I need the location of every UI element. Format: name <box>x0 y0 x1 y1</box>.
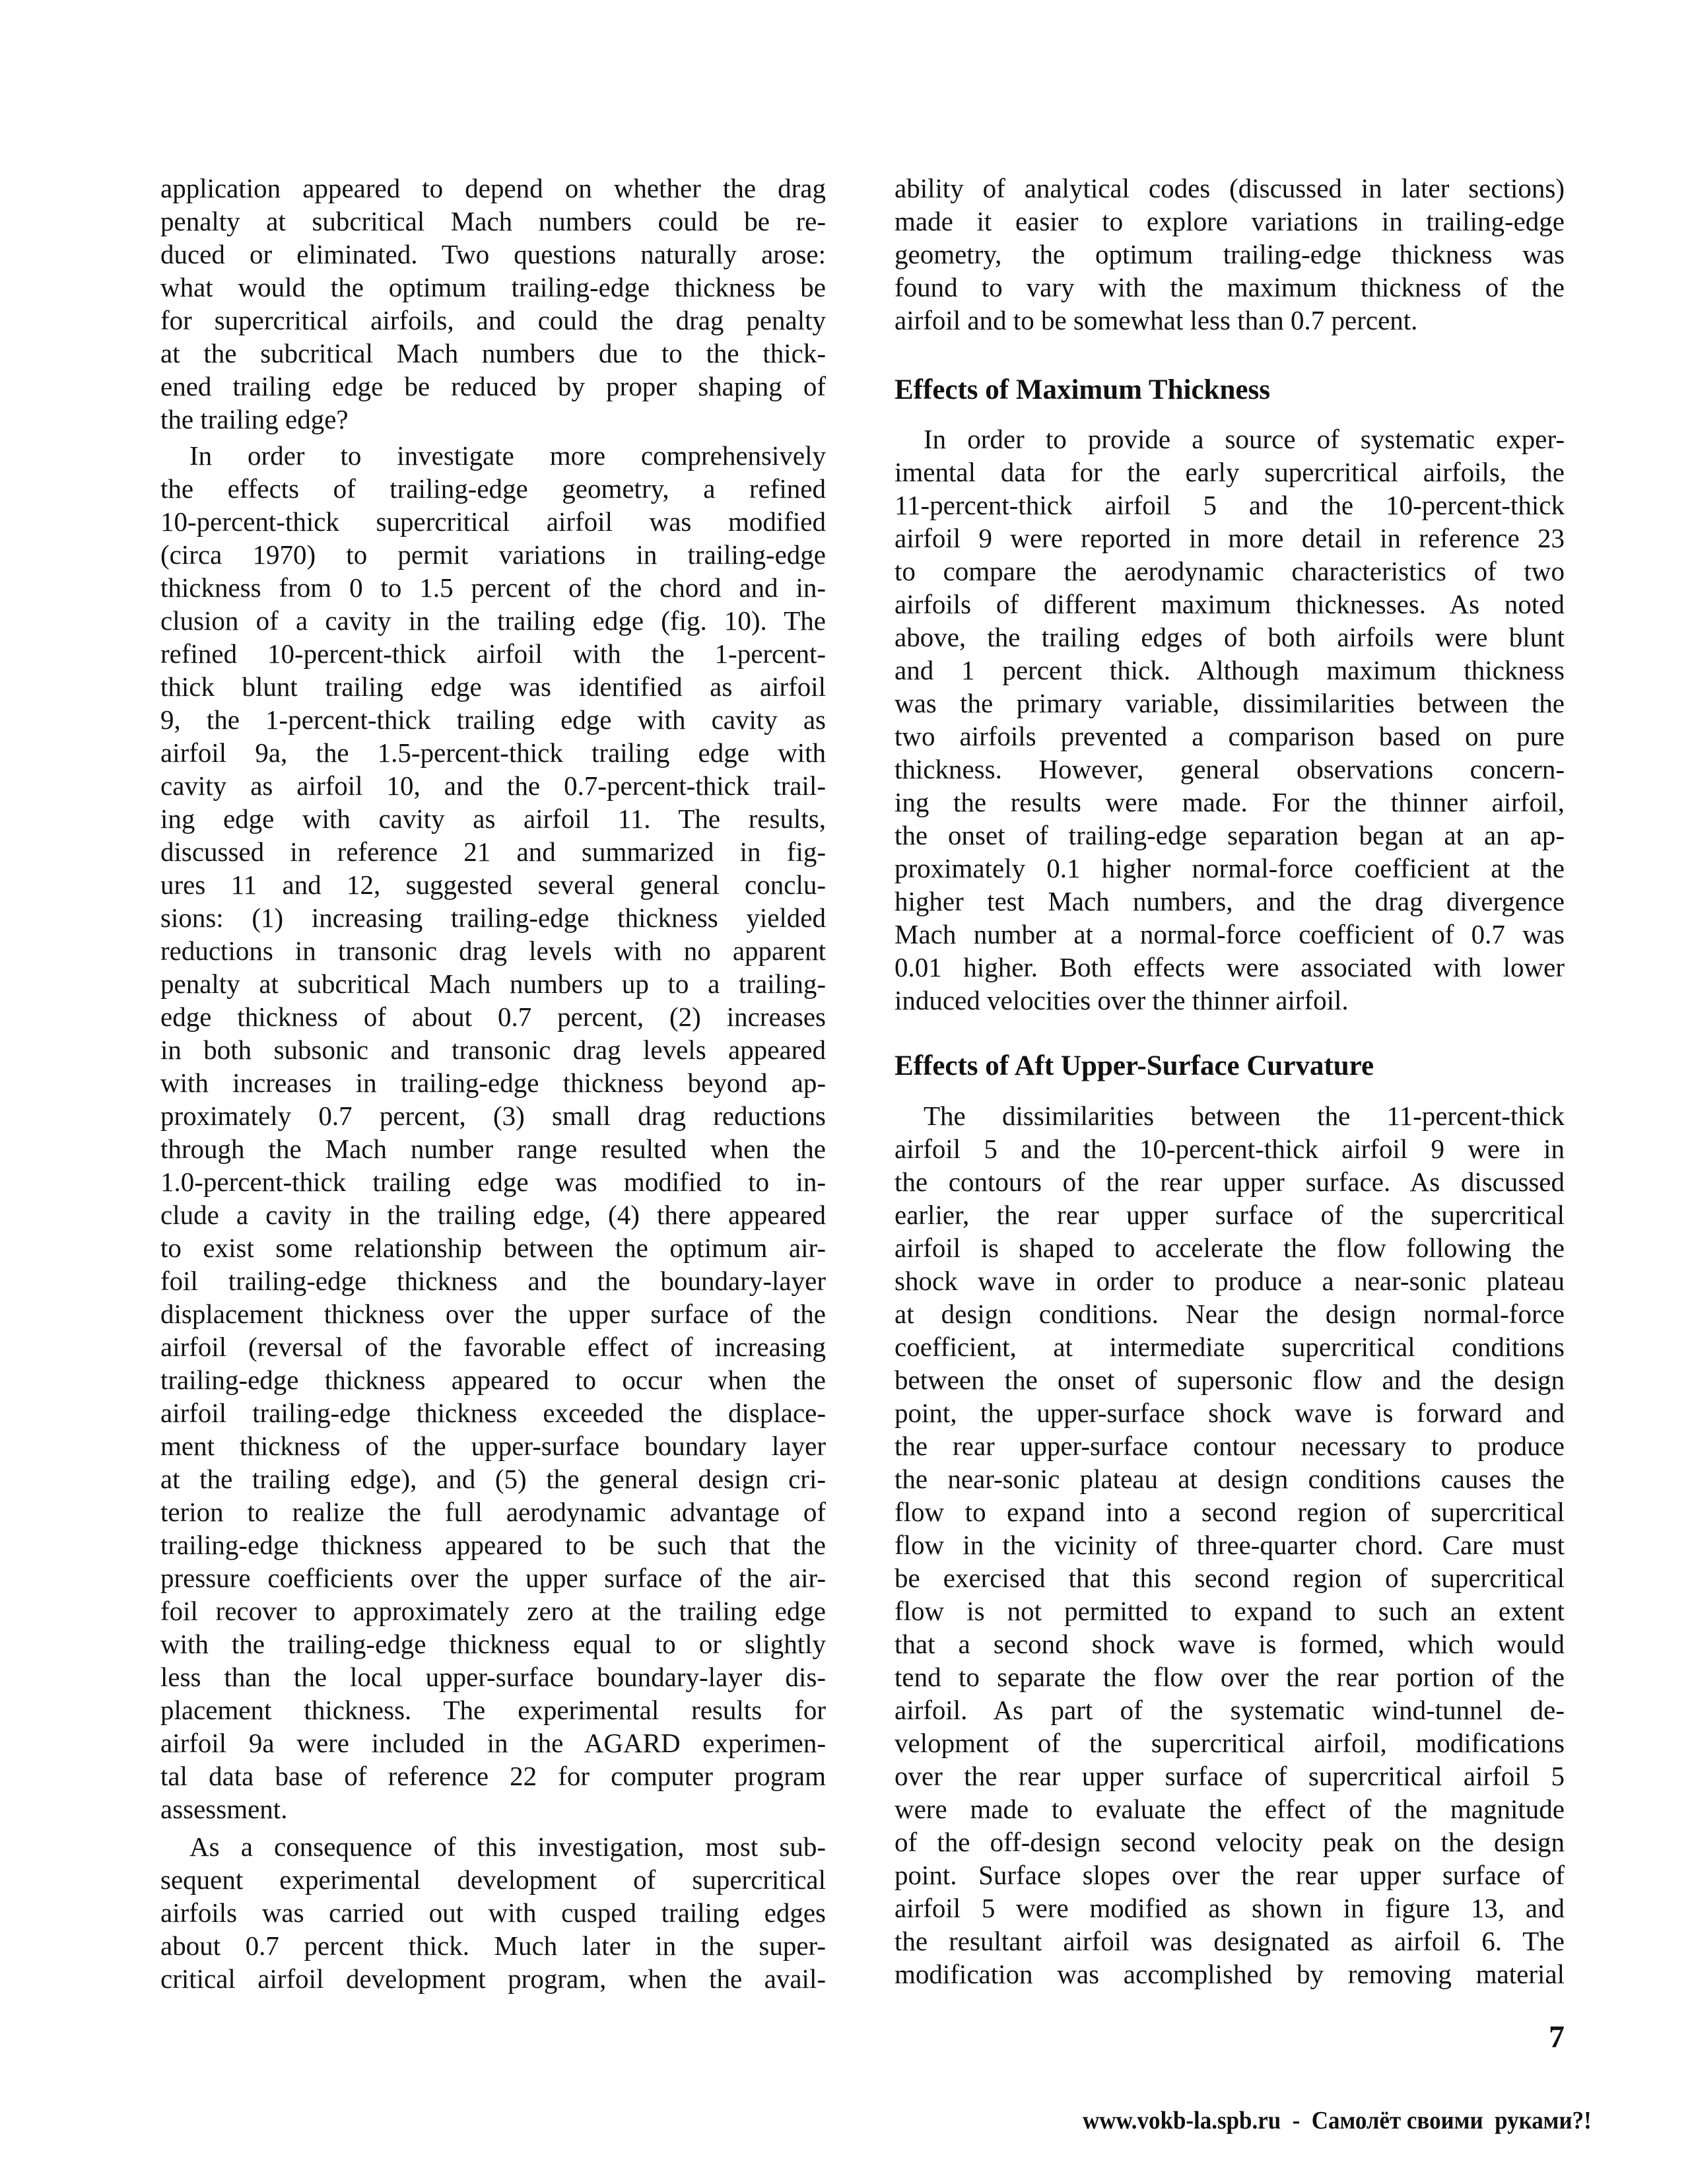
text-line: ing edge with cavity as airfoil 11. The results, <box>160 803 826 834</box>
text-line: airfoil 9 were reported in more detail in reference 23 <box>895 523 1565 553</box>
text-line: was the primary variable, dissimilarities between the <box>895 688 1565 718</box>
text-line: that a second shock wave is formed, which would <box>895 1629 1565 1659</box>
text-line: cavity as airfoil 10, and the 0.7-percent-thick trail- <box>160 770 826 801</box>
text-line: proximately 0.1 higher normal-force coefficient at the <box>895 853 1565 883</box>
text-line: about 0.7 percent thick. Much later in the super- <box>160 1930 826 1961</box>
text-line: induced velocities over the thinner airfoil. <box>895 985 1349 1015</box>
text-line: of the off-design second velocity peak on the design <box>895 1827 1565 1857</box>
paragraph-maximum-thickness <box>895 423 1565 1017</box>
text-line: reductions in transonic drag levels with no apparent <box>160 936 826 966</box>
text-line: earlier, the rear upper surface of the supercritical <box>895 1200 1565 1230</box>
text-line: modification was accomplished by removing material <box>895 1959 1565 1989</box>
text-line: In order to investigate more comprehensively <box>189 440 826 471</box>
text-line: 1.0-percent-thick trailing edge was modified to in- <box>160 1167 826 1197</box>
text-line: the rear upper-surface contour necessary to produce <box>895 1431 1565 1461</box>
text-line: airfoil 5 and the 10-percent-thick airfoil 9 were in <box>895 1134 1565 1164</box>
text-line: In order to provide a source of systematic exper- <box>924 424 1565 454</box>
text-line: in both subsonic and transonic drag levels appeared <box>160 1035 826 1065</box>
text-line: geometry, the optimum trailing-edge thickness was <box>895 239 1565 269</box>
text-line: airfoil trailing-edge thickness exceeded the displace- <box>160 1398 826 1428</box>
text-line: flow is not permitted to expand to such an extent <box>895 1596 1565 1626</box>
text-line: above, the trailing edges of both airfoils were blunt <box>895 622 1565 652</box>
text-line: and 1 percent thick. Although maximum thickness <box>895 655 1565 685</box>
text-line: airfoils of different maximum thicknesses. As noted <box>895 589 1565 619</box>
text-line: to exist some relationship between the optimum air- <box>160 1233 826 1263</box>
text-line: pressure coefficients over the upper surface of the air- <box>160 1563 826 1593</box>
text-line: ures 11 and 12, suggested several general conclu- <box>160 870 826 900</box>
text-line: thick blunt trailing edge was identified as airfoil <box>160 671 826 702</box>
text-line: foil trailing-edge thickness and the boundary-layer <box>160 1266 826 1296</box>
text-line: critical airfoil development program, when the avail- <box>160 1963 826 1994</box>
text-line: edge thickness of about 0.7 percent, (2) increases <box>160 1002 826 1032</box>
text-line: at the subcritical Mach numbers due to the thick- <box>160 338 826 368</box>
text-line: tal data base of reference 22 for computer program <box>160 1761 826 1791</box>
text-line: point, the upper-surface shock wave is forward and <box>895 1398 1565 1428</box>
text-line: The dissimilarities between the 11-percent-thick <box>924 1101 1565 1131</box>
text-line: two airfoils prevented a comparison based on pure <box>895 721 1565 751</box>
page-number: 7 <box>1549 2020 1565 2055</box>
text-line: displacement thickness over the upper surface of the <box>160 1299 826 1329</box>
text-line: airfoil (reversal of the favorable effect of increasing <box>160 1332 826 1362</box>
text-line: 0.01 higher. Both effects were associated with lower <box>895 952 1565 982</box>
text-line: As a consequence of this investigation, most sub- <box>189 1831 826 1862</box>
text-line: 9, the 1-percent-thick trailing edge with cavity as <box>160 704 826 735</box>
paragraph-trailing-edge-investigation <box>160 439 826 1826</box>
paragraph-analytical-codes <box>895 172 1565 337</box>
text-line: over the rear upper surface of supercritical airfoil 5 <box>895 1761 1565 1791</box>
text-line: less than the local upper-surface boundary-layer dis- <box>160 1662 826 1692</box>
text-line: clusion of a cavity in the trailing edge (fig. 10). The <box>160 605 826 636</box>
text-line: airfoil and to be somewhat less than 0.7 percent. <box>895 305 1418 335</box>
text-line: be exercised that this second region of supercritical <box>895 1563 1565 1593</box>
text-line: trailing-edge thickness appeared to occur when the <box>160 1365 826 1395</box>
text-line: coefficient, at intermediate supercritical conditions <box>895 1332 1565 1362</box>
text-line: foil recover to approximately zero at the trailing edge <box>160 1596 826 1626</box>
text-line: with the trailing-edge thickness equal to or slightly <box>160 1629 826 1659</box>
text-line: what would the optimum trailing-edge thickness be <box>160 272 826 302</box>
text-line: the contours of the rear upper surface. As discussed <box>895 1167 1565 1197</box>
text-line: were made to evaluate the effect of the magnitude <box>895 1794 1565 1824</box>
text-line: airfoils was carried out with cusped trailing edges <box>160 1897 826 1928</box>
text-line: ability of analytical codes (discussed in later sections) <box>895 173 1565 203</box>
section-heading-maximum-thickness: Effects of Maximum Thickness <box>895 374 1270 405</box>
text-line: point. Surface slopes over the rear upper surface of <box>895 1860 1565 1890</box>
text-line: for supercritical airfoils, and could the drag penalty <box>160 305 826 335</box>
text-line: 10-percent-thick supercritical airfoil was modified <box>160 506 826 537</box>
text-line: the near-sonic plateau at design conditions causes the <box>895 1464 1565 1494</box>
text-line: refined 10-percent-thick airfoil with the 1-percent- <box>160 638 826 669</box>
text-line: with increases in trailing-edge thickness beyond ap- <box>160 1068 826 1098</box>
text-line: airfoil is shaped to accelerate the flow following the <box>895 1233 1565 1263</box>
text-line: velopment of the supercritical airfoil, modifications <box>895 1728 1565 1758</box>
paragraph-aft-curvature <box>895 1099 1565 1991</box>
text-line: clude a cavity in the trailing edge, (4) there appeared <box>160 1200 826 1230</box>
text-line: the onset of trailing-edge separation began at an ap- <box>895 820 1565 850</box>
text-line: the trailing edge? <box>160 404 349 434</box>
text-line: thickness from 0 to 1.5 percent of the chord and in- <box>160 572 826 603</box>
footer-watermark: www.vokb-la.spb.ru - Самолёт своими руками?! <box>1083 2107 1592 2134</box>
text-line: airfoil. As part of the systematic wind-tunnel de- <box>895 1695 1565 1725</box>
text-line: assessment. <box>160 1794 288 1824</box>
text-line: at design conditions. Near the design normal-force <box>895 1299 1565 1329</box>
text-line: penalty at subcritical Mach numbers could be re- <box>160 206 826 236</box>
text-line: between the onset of supersonic flow and the design <box>895 1365 1565 1395</box>
text-line: made it easier to explore variations in trailing-edge <box>895 206 1565 236</box>
text-line: discussed in reference 21 and summarized in fig- <box>160 836 826 867</box>
text-line: airfoil 5 were modified as shown in figure 13, and <box>895 1893 1565 1923</box>
text-line: trailing-edge thickness appeared to be such that the <box>160 1530 826 1560</box>
text-line: to compare the aerodynamic characteristics of two <box>895 556 1565 586</box>
section-heading-aft-curvature: Effects of Aft Upper-Surface Curvature <box>895 1050 1374 1081</box>
text-line: at the trailing edge), and (5) the general design cri- <box>160 1464 826 1494</box>
text-line: placement thickness. The experimental results for <box>160 1695 826 1725</box>
text-line: the effects of trailing-edge geometry, a refined <box>160 473 826 504</box>
text-line: thickness. However, general observations concern- <box>895 754 1565 784</box>
text-line: flow in the vicinity of three-quarter chord. Care must <box>895 1530 1565 1560</box>
text-line: through the Mach number range resulted when the <box>160 1134 826 1164</box>
text-line: airfoil 9a, the 1.5-percent-thick trailing edge with <box>160 737 826 768</box>
text-line: shock wave in order to produce a near-sonic plateau <box>895 1266 1565 1296</box>
text-line: ing the results were made. For the thinner airfoil, <box>895 787 1565 817</box>
text-line: found to vary with the maximum thickness of the <box>895 272 1565 302</box>
text-line: imental data for the early supercritical airfoils, the <box>895 457 1565 487</box>
text-line: higher test Mach numbers, and the drag divergence <box>895 886 1565 916</box>
text-line: proximately 0.7 percent, (3) small drag reductions <box>160 1101 826 1131</box>
text-line: ment thickness of the upper-surface boundary layer <box>160 1431 826 1461</box>
text-line: tend to separate the flow over the rear portion of the <box>895 1662 1565 1692</box>
text-line: airfoil 9a were included in the AGARD experimen- <box>160 1728 826 1758</box>
text-line: Mach number at a normal-force coefficient of 0.7 was <box>895 919 1565 949</box>
text-line: penalty at subcritical Mach numbers up to a trailing- <box>160 969 826 999</box>
paragraph-trailing-edge-questions <box>160 172 826 436</box>
text-line: application appeared to depend on whether the drag <box>160 173 826 203</box>
text-line: sions: (1) increasing trailing-edge thickness yielded <box>160 903 826 933</box>
text-line: 11-percent-thick airfoil 5 and the 10-percent-thick <box>895 490 1565 520</box>
text-line: terion to realize the full aerodynamic advantage of <box>160 1497 826 1527</box>
text-line: ened trailing edge be reduced by proper shaping of <box>160 371 826 401</box>
text-line: sequent experimental development of supercritical <box>160 1864 826 1895</box>
text-line: flow to expand into a second region of supercritical <box>895 1497 1565 1527</box>
text-line: the resultant airfoil was designated as airfoil 6. The <box>895 1926 1565 1956</box>
text-line: duced or eliminated. Two questions naturally arose: <box>160 239 826 269</box>
text-line: (circa 1970) to permit variations in trailing-edge <box>160 539 826 570</box>
paragraph-consequence <box>160 1830 826 1995</box>
